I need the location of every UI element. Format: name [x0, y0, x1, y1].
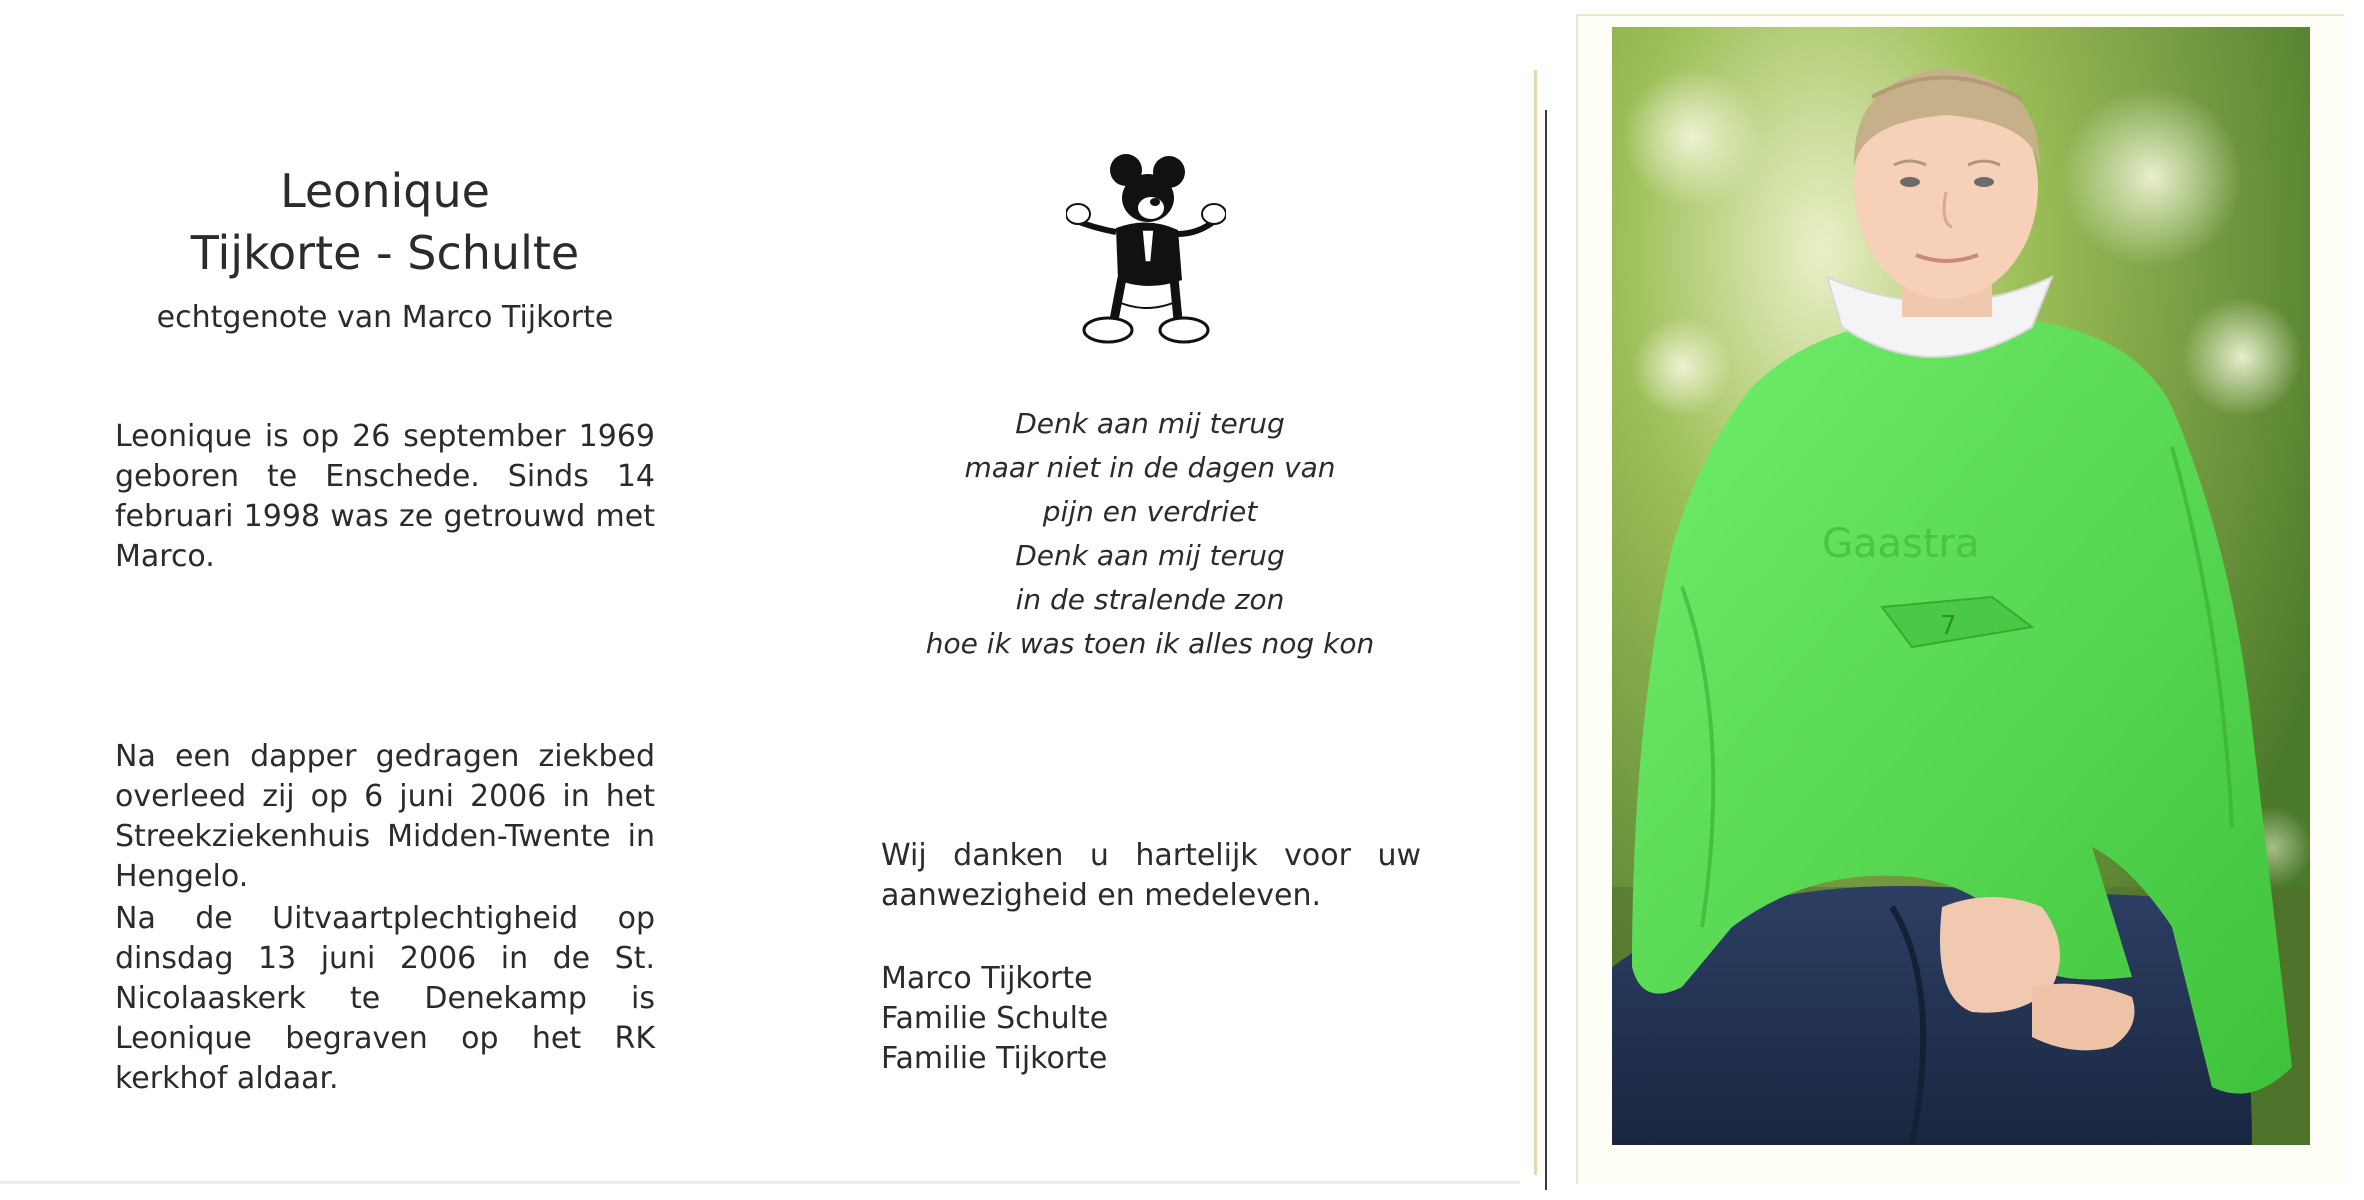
death-paragraph: Na een dapper gedragen ziekbed overleed zij op 6 juni 2006 in het Streekziekenhuis Midden-Twente in Hengelo. [115, 739, 655, 894]
card-edge [0, 1181, 1520, 1184]
birth-paragraph: Leonique is op 26 september 1969 geboren te Enschede. Sinds 14 februari 1998 was ze getrouwd met Marco. [115, 419, 655, 574]
signer: Familie Schulte [881, 1001, 1109, 1036]
fold-line [1534, 70, 1537, 1175]
signers-list [881, 959, 1108, 1079]
poem-line: maar niet in de dagen van [964, 451, 1336, 484]
shirt-logo-number: 7 [1940, 611, 1957, 641]
poem-line: Denk aan mij terug [1015, 407, 1285, 440]
poem-line: pijn en verdriet [1042, 495, 1258, 528]
first-name: Leonique [280, 164, 490, 218]
deceased-name-block [115, 160, 655, 338]
poem-line: hoe ik was toen ik alles nog kon [925, 627, 1375, 660]
spouse-line: echtgenote van Marco Tijkorte [156, 300, 614, 335]
poem-line: Denk aan mij terug [1015, 539, 1285, 572]
poem-line: in de stralende zon [1015, 583, 1285, 616]
signer: Familie Tijkorte [881, 1041, 1108, 1076]
funeral-paragraph: Na de Uitvaartplechtigheid op dinsdag 13 juni 2006 in de St. Nicolaaskerk te Denekamp is Leonique begraven op het RK kerkhof aldaar. [115, 901, 655, 1096]
portrait-photo [1612, 27, 2310, 1145]
mickey-mouse-icon [1066, 150, 1226, 345]
full-surname: Tijkorte - Schulte [190, 226, 580, 280]
memorial-poem [900, 402, 1400, 666]
fold-line [1545, 110, 1547, 1190]
shirt-logo-text: Gaastra [1822, 521, 1980, 567]
thanks-paragraph: Wij danken u hartelijk voor uw aanwezigheid en medeleven. [881, 838, 1421, 913]
signer: Marco Tijkorte [881, 961, 1093, 996]
